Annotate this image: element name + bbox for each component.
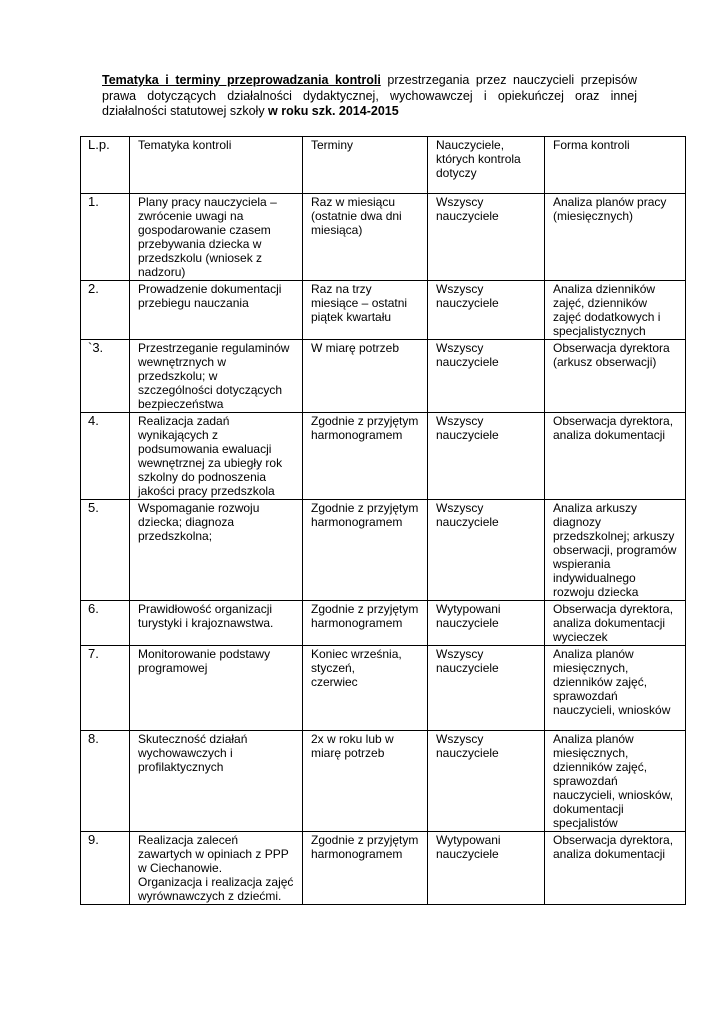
row-teachers: Wszyscy nauczyciele bbox=[428, 731, 545, 832]
row-terms: Zgodnie z przyjętym harmonogramem bbox=[303, 413, 428, 500]
row-lp: 7. bbox=[81, 646, 130, 731]
header-teachers: Nauczyciele, których kontrola dotyczy bbox=[428, 137, 545, 194]
row-form: Obserwacja dyrektora, analiza dokumentacji bbox=[545, 413, 686, 500]
row-topic: Realizacja zaleceń zawartych w opiniach z PPP w Ciechanowie. Organizacja i realizacja zajęć wyrównawczych z dziećmi. bbox=[130, 832, 303, 905]
table-header-row bbox=[81, 137, 686, 194]
row-teachers: Wszyscy nauczyciele bbox=[428, 500, 545, 601]
row-teachers: Wytypowani nauczyciele bbox=[428, 601, 545, 646]
table-row bbox=[81, 832, 686, 905]
row-terms: Koniec września, styczeń, czerwiec bbox=[303, 646, 428, 731]
row-teachers: Wszyscy nauczyciele bbox=[428, 646, 545, 731]
row-form: Analiza planów miesięcznych, dzienników zajęć, sprawozdań nauczycieli, wniosków, dokumentacji specjalistów bbox=[545, 731, 686, 832]
row-teachers: Wytypowani nauczyciele bbox=[428, 832, 545, 905]
document-heading bbox=[102, 73, 637, 120]
row-lp: 8. bbox=[81, 731, 130, 832]
row-topic: Skuteczność działań wychowawczych i profilaktycznych bbox=[130, 731, 303, 832]
row-terms: Zgodnie z przyjętym harmonogramem bbox=[303, 832, 428, 905]
table-row bbox=[81, 601, 686, 646]
row-teachers: Wszyscy nauczyciele bbox=[428, 281, 545, 340]
row-form: Analiza planów miesięcznych, dzienników zajęć, sprawozdań nauczycieli, wniosków bbox=[545, 646, 686, 731]
row-topic: Prawidłowość organizacji turystyki i krajoznawstwa. bbox=[130, 601, 303, 646]
header-form: Forma kontroli bbox=[545, 137, 686, 194]
header-topic: Tematyka kontroli bbox=[130, 137, 303, 194]
row-lp: 9. bbox=[81, 832, 130, 905]
row-terms: Raz na trzy miesiące – ostatni piątek kwartału bbox=[303, 281, 428, 340]
table-row bbox=[81, 281, 686, 340]
row-topic: Prowadzenie dokumentacji przebiegu nauczania bbox=[130, 281, 303, 340]
row-terms: Zgodnie z przyjętym harmonogramem bbox=[303, 500, 428, 601]
row-terms: Raz w miesiącu (ostatnie dwa dni miesiąca) bbox=[303, 194, 428, 281]
row-lp: `3. bbox=[81, 340, 130, 413]
row-lp: 5. bbox=[81, 500, 130, 601]
table-row bbox=[81, 340, 686, 413]
row-lp: 2. bbox=[81, 281, 130, 340]
row-form: Obserwacja dyrektora, analiza dokumentacji bbox=[545, 832, 686, 905]
table-row bbox=[81, 500, 686, 601]
heading-title: Tematyka i terminy przeprowadzania kontroli bbox=[102, 73, 381, 87]
header-terms: Terminy bbox=[303, 137, 428, 194]
control-schedule-table bbox=[80, 136, 686, 905]
row-teachers: Wszyscy nauczyciele bbox=[428, 194, 545, 281]
row-teachers: Wszyscy nauczyciele bbox=[428, 413, 545, 500]
row-topic: Przestrzeganie regulaminów wewnętrznych w przedszkolu; w szczególności dotyczących bezpieczeństwa bbox=[130, 340, 303, 413]
row-form: Analiza arkuszy diagnozy przedszkolnej; arkuszy obserwacji, programów wspierania indywidualnego rozwoju dziecka bbox=[545, 500, 686, 601]
header-lp: L.p. bbox=[81, 137, 130, 194]
heading-school-year: w roku szk. 2014-2015 bbox=[268, 104, 399, 118]
row-topic: Monitorowanie podstawy programowej bbox=[130, 646, 303, 731]
table-row bbox=[81, 194, 686, 281]
row-terms: W miarę potrzeb bbox=[303, 340, 428, 413]
heading-description: przestrzegania przez nauczycieli przepisów prawa dotyczących działalności dydaktycznej, wychowawczej i opiekuńczej oraz innej działalności statutowej szkoły bbox=[102, 73, 637, 118]
row-form: Analiza dzienników zajęć, dzienników zajęć dodatkowych i specjalistycznych bbox=[545, 281, 686, 340]
row-form: Obserwacja dyrektora, analiza dokumentacji wycieczek bbox=[545, 601, 686, 646]
row-lp: 6. bbox=[81, 601, 130, 646]
row-terms: Zgodnie z przyjętym harmonogramem bbox=[303, 601, 428, 646]
row-lp: 4. bbox=[81, 413, 130, 500]
row-topic: Realizacja zadań wynikających z podsumowania ewaluacji wewnętrznej za ubiegły rok szkolny do podnoszenia jakości pracy przedszkola bbox=[130, 413, 303, 500]
row-topic: Wspomaganie rozwoju dziecka; diagnoza przedszkolna; bbox=[130, 500, 303, 601]
table-row bbox=[81, 413, 686, 500]
row-topic: Plany pracy nauczyciela – zwrócenie uwagi na gospodarowanie czasem przebywania dziecka w przedszkolu (wniosek z nadzoru) bbox=[130, 194, 303, 281]
row-teachers: Wszyscy nauczyciele bbox=[428, 340, 545, 413]
row-form: Obserwacja dyrektora (arkusz obserwacji) bbox=[545, 340, 686, 413]
row-form: Analiza planów pracy (miesięcznych) bbox=[545, 194, 686, 281]
row-lp: 1. bbox=[81, 194, 130, 281]
table-row bbox=[81, 731, 686, 832]
row-terms: 2x w roku lub w miarę potrzeb bbox=[303, 731, 428, 832]
table-row bbox=[81, 646, 686, 731]
